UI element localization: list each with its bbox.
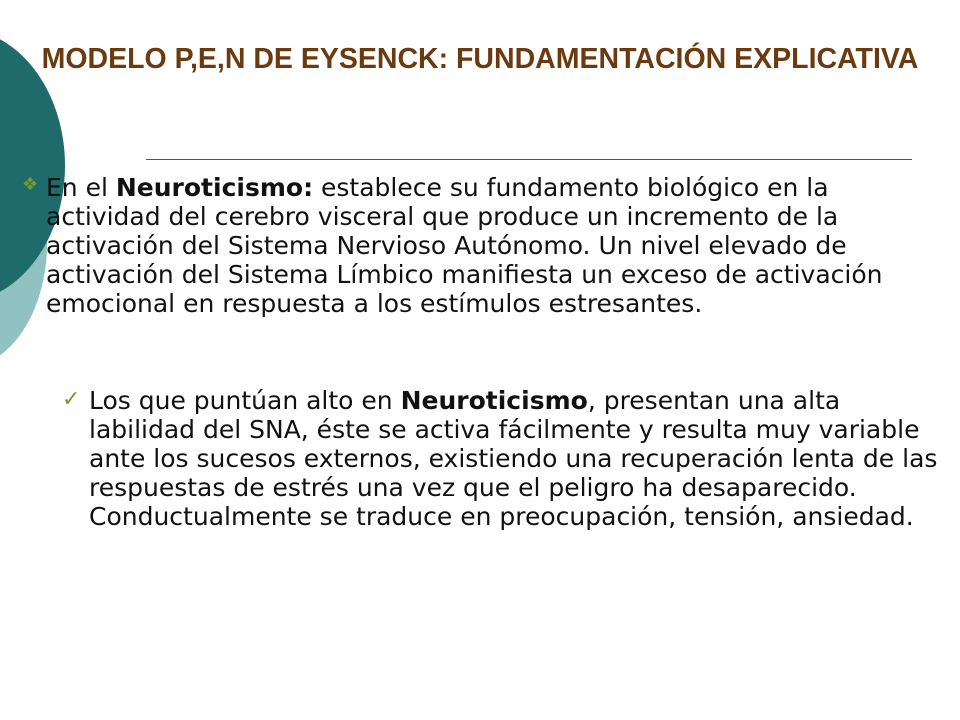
bullet-bold-term: Neuroticismo: xyxy=(115,173,314,202)
bullet-neuroticism-high-scorers xyxy=(62,386,952,531)
sub-bullet-bold-term: Neuroticismo xyxy=(400,386,588,415)
bullet-lead: En el xyxy=(46,173,116,202)
checkmark-icon: ✓ xyxy=(62,387,81,412)
bullet-neuroticism-basis xyxy=(22,173,932,318)
sub-bullet-text xyxy=(89,386,952,531)
slide-title: MODELO P,E,N DE EYSENCK: FUNDAMENTACIÓN EXPLICATIVA xyxy=(41,43,919,75)
diamond-star-icon: ❖ xyxy=(22,174,39,195)
sub-bullet-lead: Los que puntúan alto en xyxy=(89,386,401,415)
bullet-text xyxy=(46,173,932,318)
bullet-rest: establece su fundamento biológico en la actividad del cerebro visceral que produce un incremento de la activación del Sistema Nervioso Autónomo. Un nivel elevado de activación del Sistema Límbico manifiesta un exceso de activación emocional en respuesta a los estímulos estresantes. xyxy=(46,173,883,318)
sub-bullet-rest: , presentan una alta labilidad del SNA, éste se activa fácilmente y resulta muy variable ante los sucesos externos, existiendo una recuperación lenta de las respuestas de estrés una vez que el peligro ha desaparecido. Conductualmente se traduce en preocupación, tensión, ansiedad. xyxy=(89,386,938,531)
title-divider xyxy=(146,159,912,160)
